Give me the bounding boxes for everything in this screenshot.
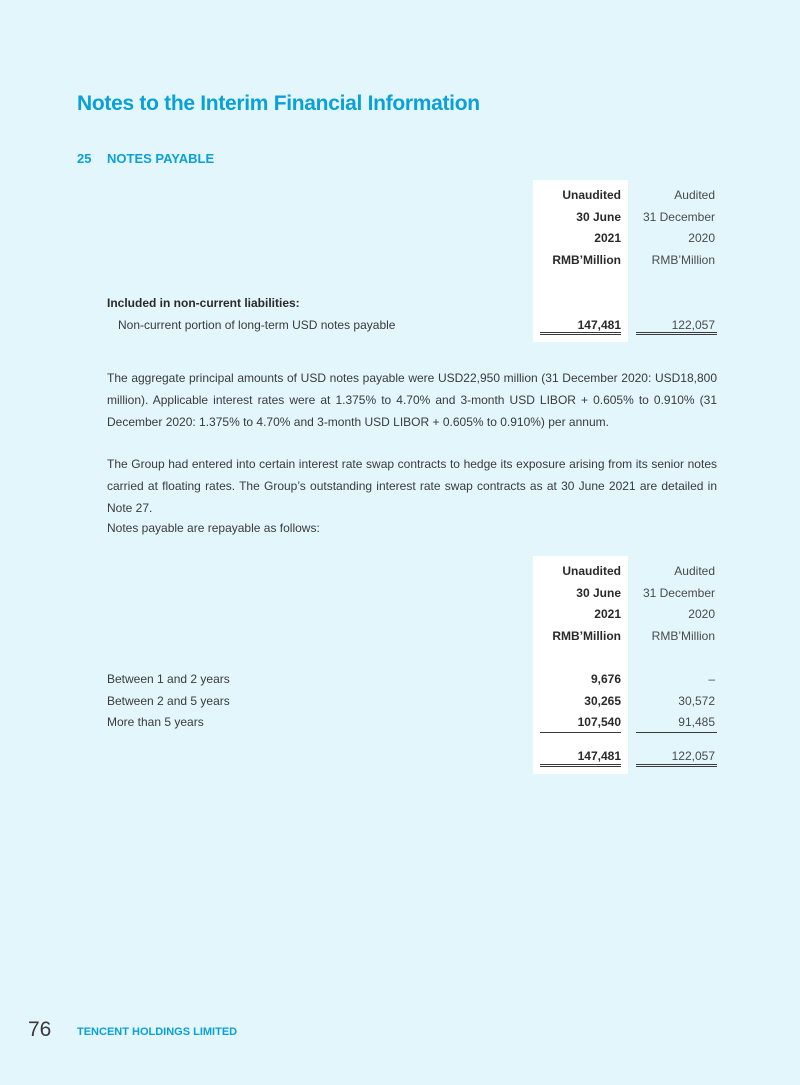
double-rule-current	[540, 764, 621, 767]
col-status-current: Unaudited	[562, 188, 621, 202]
paragraph-repayable: Notes payable are repayable as follows:	[107, 521, 320, 535]
paragraph-principal: The aggregate principal amounts of USD notes payable were USD22,950 million (31 December 2020: USD18,800 million). Applicable interest rates were at 1.375% to 4.70% and 3-month USD LIBOR + 0.605% to 0.910% (31 December 2020: 1.375% to 4.70% and 3-month USD LIBOR + 0.605% to 0.910%) per annum.	[107, 371, 717, 429]
table-row-value-current: 30,265	[584, 694, 621, 708]
col-year-current: 2021	[594, 231, 621, 245]
table-row-value-current: 107,540	[577, 715, 621, 729]
table-row-value-previous: 30,572	[678, 694, 715, 708]
col-year-previous: 2020	[688, 607, 715, 621]
double-rule-previous	[636, 764, 717, 767]
table-row-value-previous: 122,057	[671, 318, 715, 332]
col-date-previous: 31 December	[642, 210, 715, 224]
col-unit-current: RMB’Million	[552, 629, 621, 643]
group-label: Included in non-current liabilities:	[107, 296, 300, 310]
col-year-previous: 2020	[688, 231, 715, 245]
double-rule-previous	[636, 332, 717, 335]
col-date-current: 30 June	[576, 210, 621, 224]
total-value-current: 147,481	[577, 749, 621, 763]
section-title: NOTES PAYABLE	[107, 151, 215, 166]
total-value-previous: 122,057	[671, 749, 715, 763]
page-title: Notes to the Interim Financial Information	[77, 92, 480, 115]
table-row-label: Between 2 and 5 years	[107, 694, 230, 708]
table-row-value-current: 9,676	[590, 672, 621, 686]
table-row-label: Between 1 and 2 years	[107, 672, 230, 686]
table-row-label: Non-current portion of long-term USD notes payable	[118, 318, 396, 332]
col-unit-previous: RMB’Million	[651, 629, 715, 643]
company-name: TENCENT HOLDINGS LIMITED	[77, 1026, 238, 1038]
section-number: 25	[77, 151, 92, 166]
col-status-previous: Audited	[674, 188, 715, 202]
double-rule-current	[540, 332, 621, 335]
table-row-value-current: 147,481	[577, 318, 621, 332]
paragraph-swap: The Group had entered into certain interest rate swap contracts to hedge its exposure arising from its senior notes carried at floating rates. The Group’s outstanding interest rate swap contracts as at 30 June 2021 are detailed in Note 27.	[107, 457, 717, 515]
col-status-current: Unaudited	[562, 564, 621, 578]
col-date-current: 30 June	[576, 586, 621, 600]
page-number: 76	[28, 1018, 52, 1041]
col-status-previous: Audited	[674, 564, 715, 578]
col-unit-previous: RMB’Million	[651, 253, 715, 267]
subtotal-rule-previous	[636, 732, 717, 733]
section-heading	[77, 151, 214, 166]
subtotal-rule-current	[540, 732, 621, 733]
table-row-value-previous: 91,485	[678, 715, 715, 729]
col-year-current: 2021	[594, 607, 621, 621]
col-date-previous: 31 December	[642, 586, 715, 600]
col-unit-current: RMB’Million	[552, 253, 621, 267]
table-row-label: More than 5 years	[107, 715, 204, 729]
table-row-value-previous: –	[708, 672, 715, 686]
